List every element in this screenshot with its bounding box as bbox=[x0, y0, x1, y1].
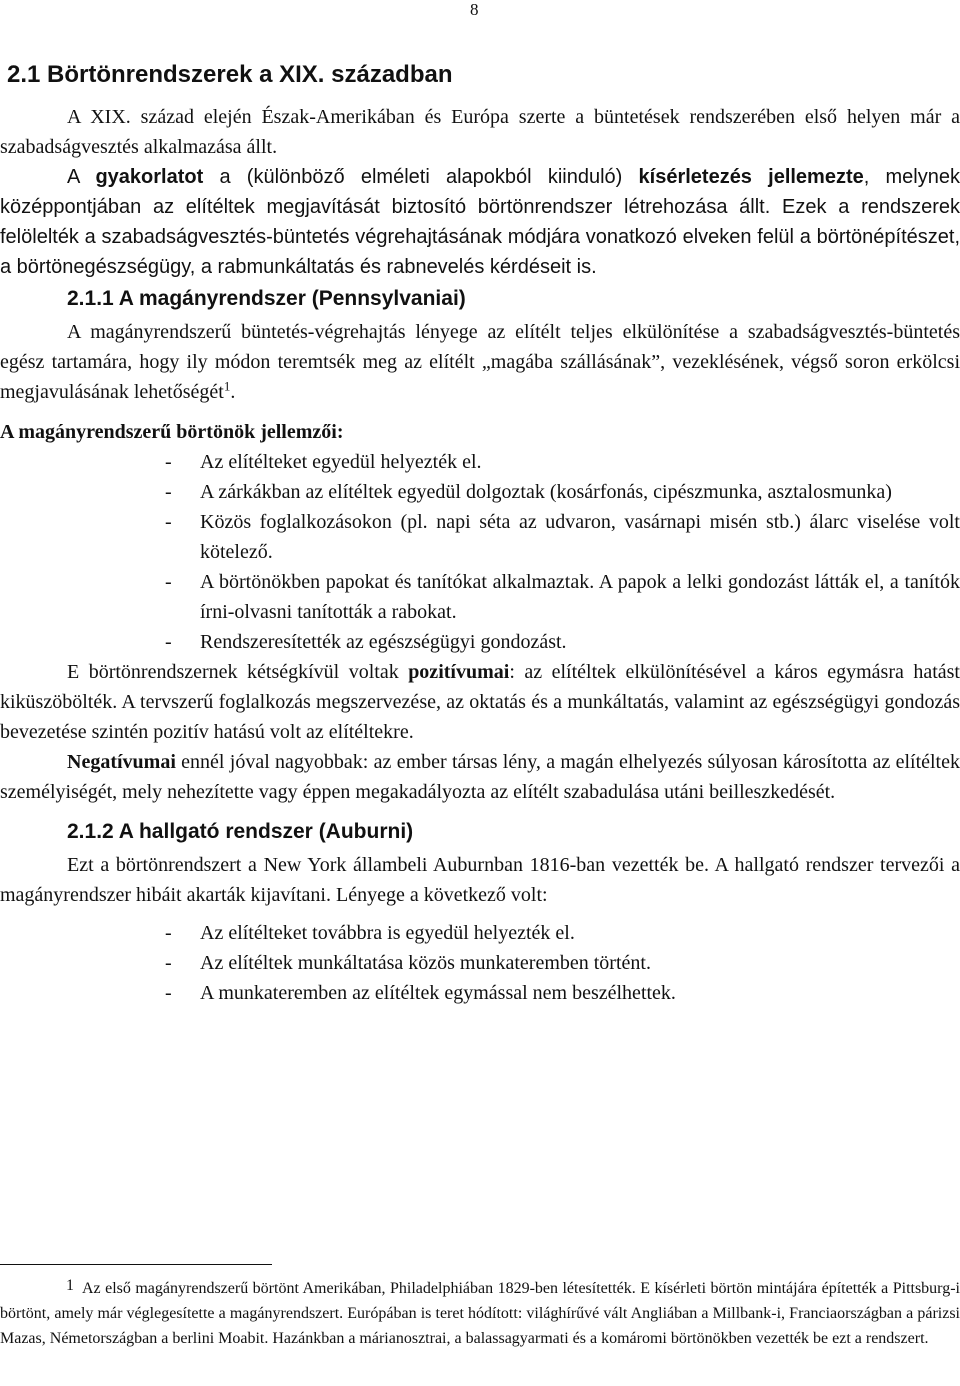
list-item: - Rendszeresítették az egészségügyi gondozást. bbox=[165, 631, 567, 653]
intro-paragraph-2: A gyakorlatot a (különböző elméleti alapokból kiinduló) kísérletezés jellemezte, melynek középpontjában az elítéltek megjavítását biztosító börtönrendszer létrehozása állt. Ezek a rendszerek felölelték a szabadságvesztés-büntetés végrehajtásának módjára vonatkozó elveken felül a börtönépítészet, a börtönegészségügy, a rabmunkáltatás és rabnevelés kérdéseit is. bbox=[0, 166, 960, 278]
footnote-text: Az első magányrendszerű börtönt Amerikában, Philadelphiában 1829-ben létesítették. E kísérleti börtön mintájára építették a Pittsburg-i börtönt, amely már véglegesítette a magányrendszert. Európában is teret hódított: világhírűvé vált Angliában a Millbank-i, Franciaországban a párizsi Mazas, Németországban a berlini Moabit. Hazánkban a márianosztrai, a balassagyarmati és a komáromi börtönökben vezették be ezt a rendszert. bbox=[0, 1280, 960, 1347]
bold-kiserletezes: kísérletezés jellemezte bbox=[638, 166, 864, 188]
footnote bbox=[0, 1276, 960, 1351]
list-item: - A börtönökben papokat és tanítókat alkalmaztak. A papok a lelki gondozást látták el, a tanítók írni-olvasni tanították a rabokat. bbox=[165, 571, 960, 623]
subsection-1-paragraph: A magányrendszerű büntetés-végrehajtás lényege az elítélt teljes elkülönítése a szabadságvesztés-büntetés egész tartamára, hogy ily módon teremtsék meg az elítélt „magába szállásának”, vezeklésének, végső soron erkölcsi megjavulásának lehetőségét$^1$. bbox=[0, 321, 960, 403]
negatives-paragraph: Negatívumai ennél jóval nagyobbak: az ember társas lény, a magán elhelyezés súlyosan károsította az elítéltek személyiségét, mely nehezítette vagy éppen megakadályozta az elítélt szabadulása utáni beilleszkedését. bbox=[0, 751, 960, 803]
subsection-2-paragraph: Ezt a börtönrendszert a New York állambeli Auburnban 1816-ban vezették be. A hallgató rendszer tervezői a magányrendszer hibáit akarták kijavítani. Lényege a következő volt: bbox=[0, 854, 960, 906]
bold-negativumai: Negatívumai bbox=[67, 751, 176, 773]
auburn-features-list bbox=[0, 918, 960, 1008]
list-item: - Az elítéltek munkáltatása közös munkateremben történt. bbox=[165, 952, 651, 974]
list-item: - A zárkákban az elítéltek egyedül dolgoztak (kosárfonás, cipészmunka, asztalosmunka) bbox=[165, 481, 892, 503]
subsection-2-title: 2.1.2 A hallgató rendszer (Auburni) bbox=[67, 820, 414, 843]
magany-features-list bbox=[0, 447, 960, 657]
subsection-1-title: 2.1.1 A magányrendszer (Pennsylvaniai) bbox=[67, 287, 466, 310]
bold-pozitivumai: pozitívumai bbox=[408, 661, 510, 683]
intro-paragraph-1: A XIX. század elején Észak-Amerikában és Európa szerte a büntetések rendszerében első helyen már a szabadságvesztés alkalmazása állt. bbox=[0, 106, 960, 158]
footnote-marker: 1 bbox=[66, 1277, 74, 1294]
document-body bbox=[0, 60, 960, 1008]
footnote-separator bbox=[0, 1264, 272, 1265]
list-item: - Az elítélteket továbbra is egyedül helyezték el. bbox=[165, 922, 575, 944]
page-number: 8 bbox=[470, 0, 479, 19]
list-heading: A magányrendszerű börtönök jellemzői: bbox=[0, 421, 344, 443]
bold-gyakorlatot: gyakorlatot bbox=[95, 166, 204, 188]
list-item: - Az elítélteket egyedül helyezték el. bbox=[165, 451, 482, 473]
footnote-ref[interactable]: 1 bbox=[223, 378, 231, 394]
list-item: - Közös foglalkozásokon (pl. napi séta az udvaron, vasárnapi misén stb.) álarc viselése volt kötelező. bbox=[165, 511, 960, 563]
list-item: - A munkateremben az elítéltek egymással nem beszélhettek. bbox=[165, 982, 676, 1004]
section-title: 2.1 Börtönrendszerek a XIX. században bbox=[7, 61, 453, 88]
positives-paragraph: E börtönrendszernek kétségkívül voltak pozitívumai: az elítéltek elkülönítésével a káros egymásra hatást kiküszöbölték. A tervszerű foglalkozás megszervezése, az oktatás és a munkáltatás, valamint az egészségügyi gondozás bevezetése szintén pozitív hatású volt az elítéltekre. bbox=[0, 661, 960, 743]
